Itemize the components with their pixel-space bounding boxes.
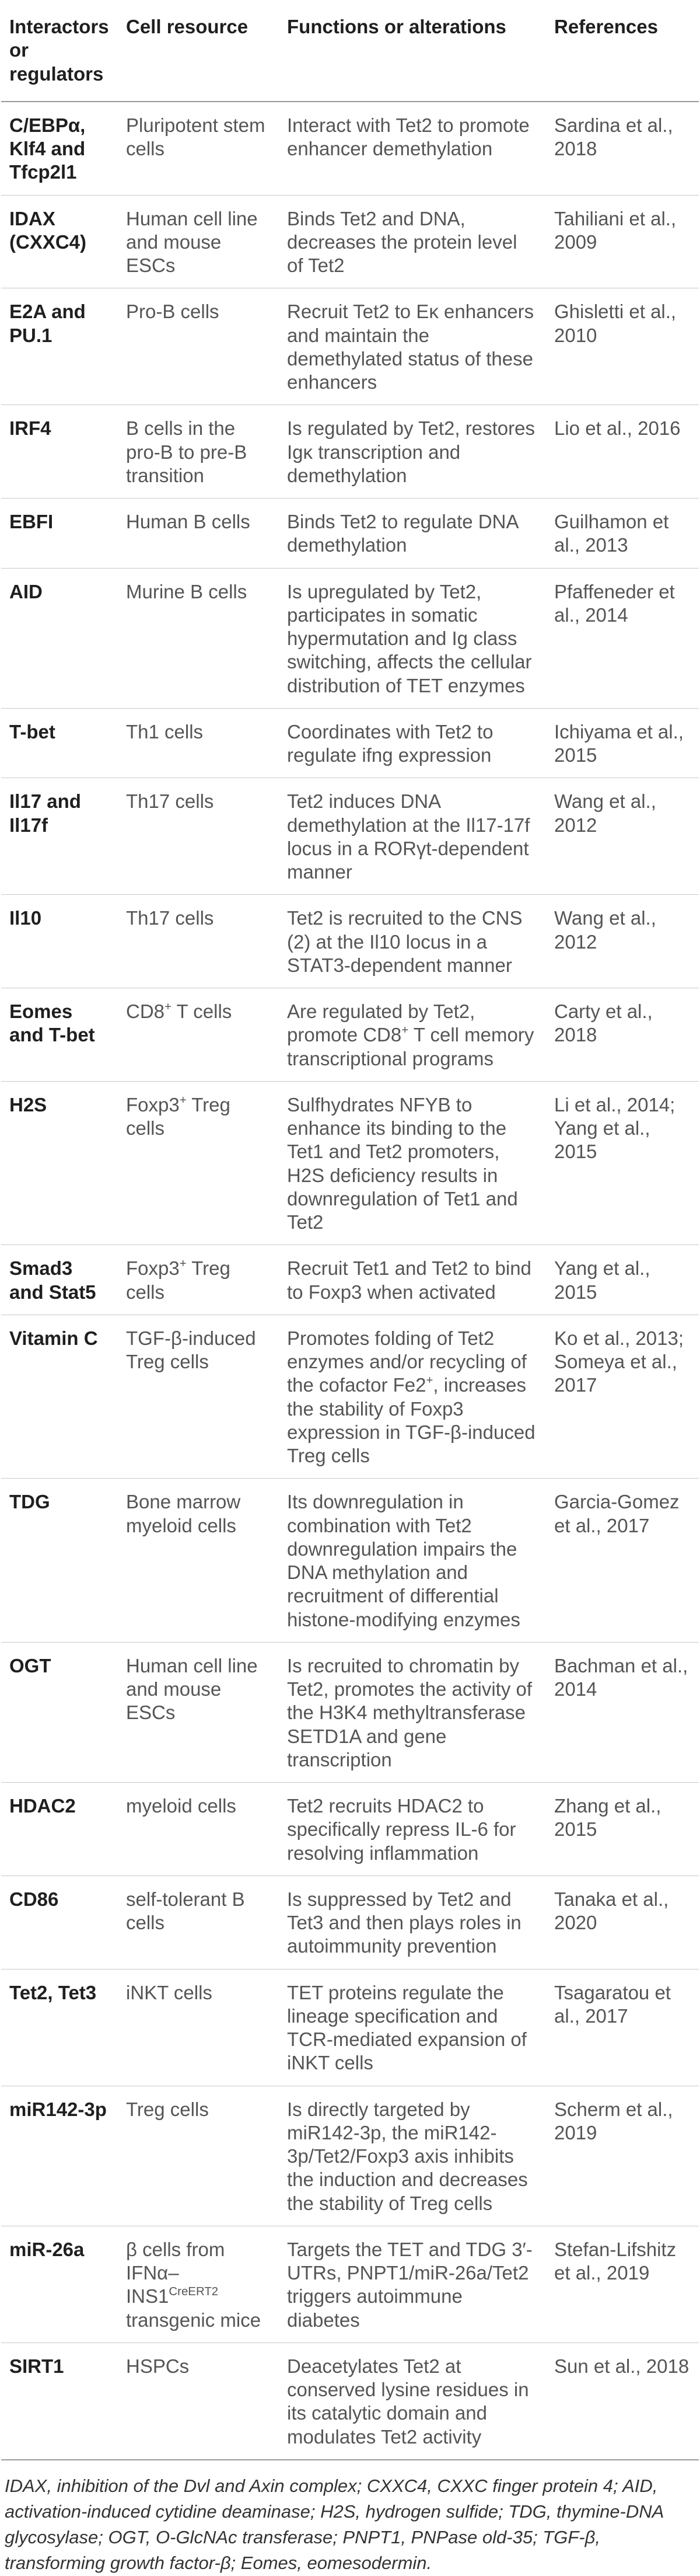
regulator-cell-text: HDAC2 [9, 1795, 76, 1817]
cell-resource-cell-text: Foxp3 [126, 1257, 180, 1280]
cell-resource-cell [118, 895, 279, 988]
cell-resource-cell-text: Murine B cells [126, 580, 247, 602]
function-cell [279, 568, 546, 708]
header-cell-resource: Cell resource [118, 0, 279, 102]
regulator-cell [1, 499, 118, 569]
table-row [1, 2086, 699, 2226]
function-cell-text: Recruit Tet1 and Tet2 to bind to Foxp3 when activated [287, 1257, 531, 1303]
reference-cell-text: Wang et al., 2012 [554, 907, 656, 953]
function-cell-text-tail: T cell memory transcriptional programs [287, 1024, 534, 1069]
table-header-row [1, 0, 699, 102]
regulator-cell [1, 2226, 118, 2343]
cell-resource-cell-text: Foxp3 [126, 1093, 180, 1116]
reference-cell [546, 1081, 699, 1245]
cell-resource-cell-text-tail: Treg cells [126, 1093, 230, 1139]
function-cell-text: Recruit Tet2 to Eκ enhancers and maintain the demethylated status of these enhancers [287, 301, 534, 393]
regulator-cell [1, 988, 118, 1082]
function-cell-superscript: + [401, 1023, 409, 1037]
function-cell-text: Is upregulated by Tet2, participates in somatic hypermutation and Ig class switching, affects the cellular distribution of TET enzymes [287, 580, 532, 696]
regulator-cell [1, 568, 118, 708]
table-row [1, 1245, 699, 1315]
reference-cell [546, 2343, 699, 2460]
function-cell [279, 2343, 546, 2460]
function-cell [279, 1642, 546, 1782]
cell-resource-cell-text: Human cell line and mouse ESCs [126, 1654, 258, 1724]
cell-resource-cell [118, 499, 279, 569]
function-cell-text: Promotes folding of Tet2 enzymes and/or recycling of the cofactor Fe2 [287, 1327, 527, 1396]
reference-cell-text: Tahiliani et al., 2009 [554, 207, 677, 253]
reference-cell-text: Ichiyama et al., 2015 [554, 720, 684, 766]
function-cell [279, 1479, 546, 1643]
regulator-cell [1, 288, 118, 405]
table-row [1, 1081, 699, 1245]
reference-cell [546, 1783, 699, 1876]
function-cell [279, 2086, 546, 2226]
table-row [1, 1876, 699, 1969]
reference-cell [546, 1969, 699, 2086]
header-references: References [546, 0, 699, 102]
function-cell [279, 405, 546, 499]
regulator-cell [1, 1969, 118, 2086]
table-row [1, 499, 699, 569]
function-cell-text: Tet2 is recruited to the CNS (2) at the Il10 locus in a STAT3-dependent manner [287, 907, 523, 976]
reference-cell-text: Garcia-Gomez et al., 2017 [554, 1491, 680, 1536]
reference-cell [546, 988, 699, 1082]
regulator-cell [1, 1783, 118, 1876]
table-row [1, 405, 699, 499]
table-footnote: IDAX, inhibition of the Dvl and Axin complex; CXXC4, CXXC finger protein 4; AID, activation-induced cytidine deaminase; H2S, hydrogen sulfide; TDG, thymine-DNA glycosylase; OGT, O-GlcNAc transferase; PNPT1, PNPase old-35; TGF-β, transforming growth factor-β; Eomes, eomesodermin. [5, 2475, 664, 2573]
cell-resource-cell [118, 2343, 279, 2460]
cell-resource-cell [118, 2086, 279, 2226]
table-row [1, 102, 699, 195]
reference-cell-text: Carty et al., 2018 [554, 1001, 653, 1046]
cell-resource-cell [118, 1479, 279, 1643]
regulator-cell [1, 708, 118, 778]
function-cell [279, 288, 546, 405]
table-row [1, 895, 699, 988]
regulator-cell-text: OGT [9, 1654, 51, 1676]
cell-resource-cell-text: Human B cells [126, 511, 250, 532]
header-interactors: Interactors or regulators [1, 0, 118, 102]
regulator-cell [1, 1876, 118, 1969]
table-row [1, 288, 699, 405]
cell-resource-cell [118, 708, 279, 778]
regulator-cell-text: Il10 [9, 907, 42, 929]
reference-cell-text: Wang et al., 2012 [554, 790, 656, 836]
regulator-cell [1, 778, 118, 895]
function-cell-text: Tet2 induces DNA demethylation at the Il17-17f locus in a RORγt-dependent manner [287, 790, 530, 883]
cell-resource-cell [118, 1642, 279, 1782]
table-row [1, 708, 699, 778]
reference-cell [546, 195, 699, 288]
regulator-cell [1, 2086, 118, 2226]
table-row [1, 2226, 699, 2343]
regulator-cell [1, 102, 118, 195]
reference-cell [546, 288, 699, 405]
regulator-cell-text: T-bet [9, 720, 55, 743]
function-cell [279, 708, 546, 778]
table-row [1, 1315, 699, 1479]
regulator-cell [1, 1315, 118, 1479]
cell-resource-cell-text-tail: T cells [171, 1001, 232, 1022]
reference-cell-text: Pfaffeneder et al., 2014 [554, 580, 675, 626]
cell-resource-cell-text: TGF-β-induced Treg cells [126, 1327, 256, 1372]
cell-resource-cell [118, 1969, 279, 2086]
regulator-cell-text: Il17 and Il17f [9, 790, 81, 836]
table-row [1, 1783, 699, 1876]
function-cell-text: Is regulated by Tet2, restores Igκ transcription and demethylation [287, 417, 535, 486]
table-row [1, 1969, 699, 2086]
cell-resource-cell-text: iNKT cells [126, 1981, 212, 2003]
reference-cell-text: Bachman et al., 2014 [554, 1654, 688, 1700]
function-cell-text: Deacetylates Tet2 at conserved lysine residues in its catalytic domain and modulates Tet2 activity [287, 2355, 529, 2448]
reference-cell-text: Ghisletti et al., 2010 [554, 301, 677, 346]
reference-cell [546, 2226, 699, 2343]
reference-cell [546, 102, 699, 195]
reference-cell [546, 1245, 699, 1315]
function-cell-superscript: + [426, 1374, 433, 1388]
regulator-cell-text: Vitamin C [9, 1327, 98, 1349]
cell-resource-cell-text: Th1 cells [126, 720, 204, 743]
reference-cell [546, 1315, 699, 1479]
reference-cell-text: Sardina et al., 2018 [554, 114, 673, 159]
cell-resource-cell [118, 778, 279, 895]
reference-cell [546, 1642, 699, 1782]
cell-resource-cell-text: self-tolerant B cells [126, 1888, 245, 1933]
table-row [1, 1479, 699, 1643]
reference-cell-text: Lio et al., 2016 [554, 417, 681, 440]
regulator-cell-text: E2A and PU.1 [9, 301, 86, 346]
interactors-table [1, 0, 699, 2460]
cell-resource-cell [118, 988, 279, 1082]
regulator-cell [1, 405, 118, 499]
regulator-cell-text: miR-26a [9, 2238, 85, 2260]
table-row [1, 568, 699, 708]
cell-resource-cell-text: Pro-B cells [126, 301, 219, 323]
reference-cell-text: Sun et al., 2018 [554, 2355, 690, 2377]
reference-cell-text: Yang et al., 2015 [554, 1257, 650, 1303]
cell-resource-cell [118, 405, 279, 499]
function-cell-text: Is directly targeted by miR142-3p, the miR142-3p/Tet2/Foxp3 axis inhibits the induction and decreases the stability of Treg cells [287, 2098, 528, 2214]
function-cell-text: Binds Tet2 to regulate DNA demethylation [287, 511, 518, 556]
regulator-cell [1, 1081, 118, 1245]
function-cell [279, 1969, 546, 2086]
reference-cell [546, 1876, 699, 1969]
regulator-cell-text: Tet2, Tet3 [9, 1981, 97, 2003]
cell-resource-cell [118, 1081, 279, 1245]
cell-resource-cell-text: CD8 [126, 1001, 165, 1022]
cell-resource-cell [118, 568, 279, 708]
cell-resource-cell [118, 288, 279, 405]
reference-cell [546, 708, 699, 778]
cell-resource-cell-superscript: CreERT2 [169, 2285, 219, 2299]
cell-resource-cell [118, 1245, 279, 1315]
function-cell-text: Sulfhydrates NFYB to enhance its binding to the Tet1 and Tet2 promoters, H2S deficiency results in downregulation of Tet1 and Tet2 [287, 1093, 518, 1233]
reference-cell [546, 778, 699, 895]
regulator-cell-text: SIRT1 [9, 2355, 64, 2377]
regulator-cell-text: H2S [9, 1093, 47, 1116]
cell-resource-cell-text: Pluripotent stem cells [126, 114, 265, 159]
regulator-cell [1, 1479, 118, 1643]
function-cell-text: Are regulated by Tet2, promote CD8 [287, 1001, 475, 1046]
cell-resource-cell-text-tail: Treg cells [126, 1257, 230, 1303]
regulator-cell [1, 195, 118, 288]
function-cell-text-tail: , increases the stability of Foxp3 expression in TGF-β-induced Treg cells [287, 1374, 536, 1466]
function-cell-text: Interact with Tet2 to promote enhancer demethylation [287, 114, 530, 159]
function-cell-text: Binds Tet2 and DNA, decreases the protein level of Tet2 [287, 207, 517, 276]
regulator-cell-text: C/EBPα, Klf4 and Tfcp2l1 [9, 114, 86, 183]
table-row [1, 2343, 699, 2460]
reference-cell [546, 2086, 699, 2226]
function-cell-text: Is suppressed by Tet2 and Tet3 and then plays roles in autoimmunity prevention [287, 1888, 522, 1957]
regulator-cell-text: Eomes and T-bet [9, 1001, 95, 1046]
function-cell-text: Targets the TET and TDG 3′-UTRs, PNPT1/miR-26a/Tet2 triggers autoimmune diabetes [287, 2238, 533, 2331]
table-row [1, 778, 699, 895]
function-cell [279, 2226, 546, 2343]
regulator-cell-text: CD86 [9, 1888, 59, 1910]
function-cell-text: Coordinates with Tet2 to regulate ifng expression [287, 720, 494, 766]
function-cell-text: Is recruited to chromatin by Tet2, promotes the activity of the H3K4 methyltransferase SETD1A and gene transcription [287, 1654, 533, 1770]
reference-cell-text: Ko et al., 2013; Someya et al., 2017 [554, 1327, 684, 1396]
reference-cell [546, 568, 699, 708]
cell-resource-cell-superscript: + [179, 1257, 187, 1271]
cell-resource-cell-text: Bone marrow myeloid cells [126, 1491, 241, 1536]
cell-resource-cell-text: Treg cells [126, 2098, 209, 2120]
function-cell [279, 778, 546, 895]
reference-cell [546, 1479, 699, 1643]
reference-cell-text: Stefan-Lifshitz et al., 2019 [554, 2238, 677, 2284]
cell-resource-cell [118, 1315, 279, 1479]
reference-cell-text: Scherm et al., 2019 [554, 2098, 673, 2143]
reference-cell-text: Li et al., 2014; Yang et al., 2015 [554, 1093, 676, 1163]
regulator-cell-text: IRF4 [9, 417, 51, 440]
function-cell [279, 499, 546, 569]
function-cell [279, 1876, 546, 1969]
cell-resource-cell-text: Human cell line and mouse ESCs [126, 207, 258, 276]
cell-resource-cell-text-tail: transgenic mice [126, 2309, 261, 2331]
cell-resource-cell [118, 1876, 279, 1969]
function-cell [279, 102, 546, 195]
cell-resource-cell-text: Th17 cells [126, 907, 214, 929]
cell-resource-cell-superscript: + [164, 999, 172, 1013]
function-cell [279, 1315, 546, 1479]
reference-cell [546, 405, 699, 499]
cell-resource-cell-text: β cells from IFNα–INS1 [126, 2238, 225, 2307]
reference-cell-text: Tanaka et al., 2020 [554, 1888, 669, 1933]
cell-resource-cell-text: HSPCs [126, 2355, 190, 2377]
function-cell [279, 1081, 546, 1245]
reference-cell-text: Tsagaratou et al., 2017 [554, 1981, 671, 2027]
function-cell-text: Its downregulation in combination with Tet2 downregulation impairs the DNA methylation and recruitment of differential histone-modifying enzymes [287, 1491, 520, 1630]
regulator-cell-text: EBFI [9, 511, 54, 532]
function-cell-text: Tet2 recruits HDAC2 to specifically repress IL-6 for resolving inflammation [287, 1795, 516, 1864]
reference-cell [546, 895, 699, 988]
cell-resource-cell [118, 102, 279, 195]
reference-cell [546, 499, 699, 569]
regulator-cell-text: IDAX (CXXC4) [9, 207, 87, 253]
function-cell-text: TET proteins regulate the lineage specification and TCR-mediated expansion of iNKT cells [287, 1981, 527, 2074]
header-functions: Functions or alterations [279, 0, 546, 102]
regulator-cell [1, 895, 118, 988]
reference-cell-text: Guilhamon et al., 2013 [554, 511, 669, 556]
table-row [1, 1642, 699, 1782]
function-cell [279, 988, 546, 1082]
table-body [1, 102, 699, 2460]
regulator-cell-text: TDG [9, 1491, 50, 1513]
cell-resource-cell-superscript: + [179, 1093, 187, 1107]
regulator-cell [1, 1245, 118, 1315]
cell-resource-cell [118, 1783, 279, 1876]
regulator-cell-text: AID [9, 580, 43, 602]
function-cell [279, 895, 546, 988]
function-cell [279, 1245, 546, 1315]
regulator-cell-text: miR142-3p [9, 2098, 107, 2120]
cell-resource-cell-text: Th17 cells [126, 790, 214, 813]
function-cell [279, 1783, 546, 1876]
table-row [1, 195, 699, 288]
table-row [1, 988, 699, 1082]
regulator-cell [1, 1642, 118, 1782]
cell-resource-cell-text: B cells in the pro-B to pre-B transition [126, 417, 247, 486]
function-cell [279, 195, 546, 288]
cell-resource-cell-text: myeloid cells [126, 1795, 236, 1817]
cell-resource-cell [118, 2226, 279, 2343]
cell-resource-cell [118, 195, 279, 288]
regulator-cell [1, 2343, 118, 2460]
reference-cell-text: Zhang et al., 2015 [554, 1795, 662, 1841]
regulator-cell-text: Smad3 and Stat5 [9, 1257, 96, 1303]
